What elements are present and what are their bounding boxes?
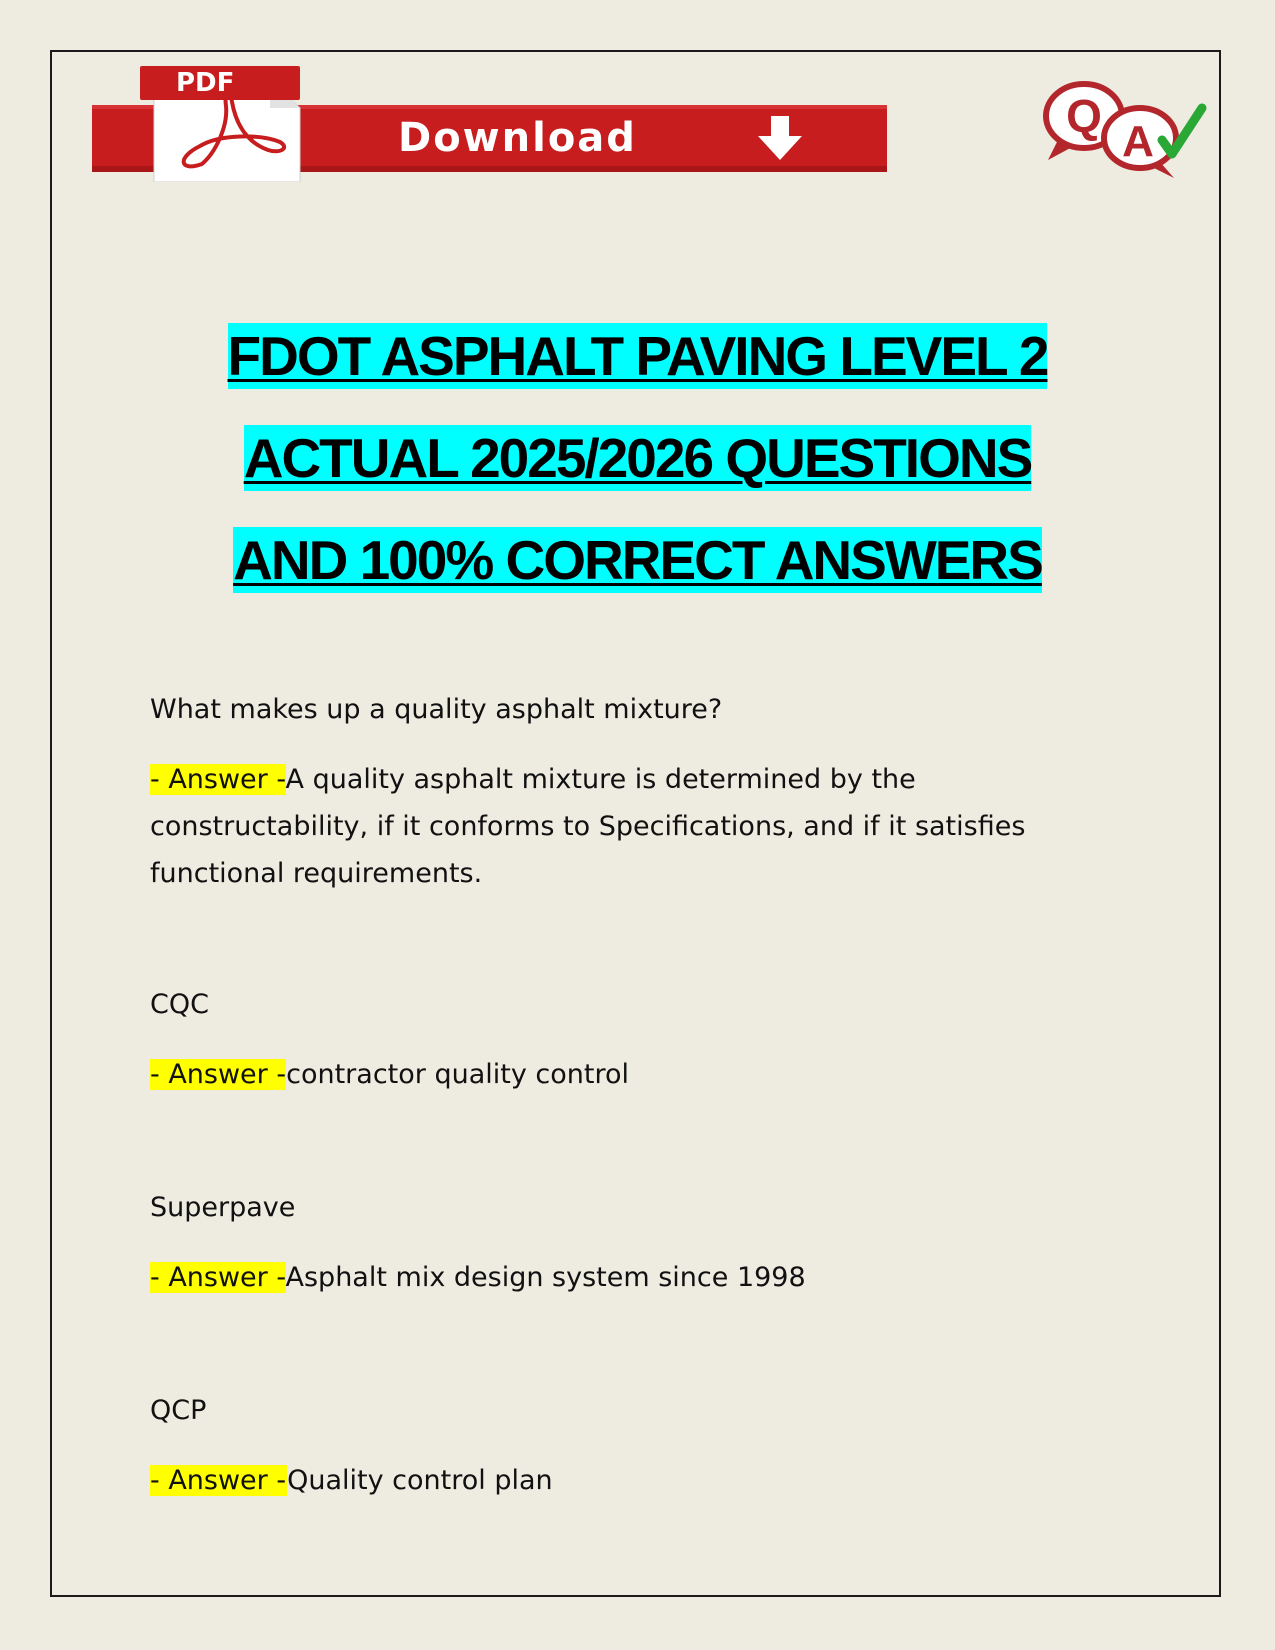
- answer-prefix: - Answer -: [150, 1262, 286, 1293]
- qa-item: [150, 985, 1090, 1098]
- qa-item: [150, 1391, 1090, 1504]
- title-line-2: ACTUAL 2025/2026 QUESTIONS: [243, 427, 1032, 489]
- logo-q-letter: Q: [1066, 90, 1102, 142]
- answer-text: [150, 1254, 1090, 1301]
- logo-a-letter: A: [1122, 117, 1154, 166]
- question-text: What makes up a quality asphalt mixture?: [150, 694, 723, 725]
- qa-list: [150, 690, 1090, 1504]
- document-title: [0, 305, 1275, 611]
- answer-prefix: - Answer -: [150, 1465, 288, 1496]
- download-label: Download: [398, 115, 637, 161]
- download-arrow-icon: [756, 116, 804, 162]
- title-line-1: FDOT ASPHALT PAVING LEVEL 2: [227, 325, 1048, 387]
- qa-item: [150, 690, 1090, 897]
- answer-body: Quality control plan: [287, 1465, 553, 1496]
- answer-body: A quality asphalt mixture is determined by the constructability, if it conforms to Specifications, and if it satisfies functional requirements.: [150, 764, 1026, 889]
- answer-prefix: - Answer -: [150, 1059, 287, 1090]
- pdf-document-icon: [140, 62, 305, 182]
- question-text: CQC: [150, 989, 209, 1020]
- title-line-3: AND 100% CORRECT ANSWERS: [233, 529, 1042, 591]
- qa-item: [150, 1188, 1090, 1301]
- answer-body: contractor quality control: [286, 1059, 629, 1090]
- answer-text: [150, 1051, 1090, 1098]
- question-text: Superpave: [150, 1192, 296, 1223]
- pdf-download-banner[interactable]: [92, 62, 887, 184]
- answer-body: Asphalt mix design system since 1998: [285, 1262, 806, 1293]
- question-text: QCP: [150, 1395, 207, 1426]
- answer-text: [150, 756, 1090, 897]
- qa-checkmark-logo: [1040, 78, 1208, 180]
- answer-prefix: - Answer -: [150, 764, 286, 795]
- pdf-label: PDF: [140, 66, 300, 100]
- answer-text: [150, 1457, 1090, 1504]
